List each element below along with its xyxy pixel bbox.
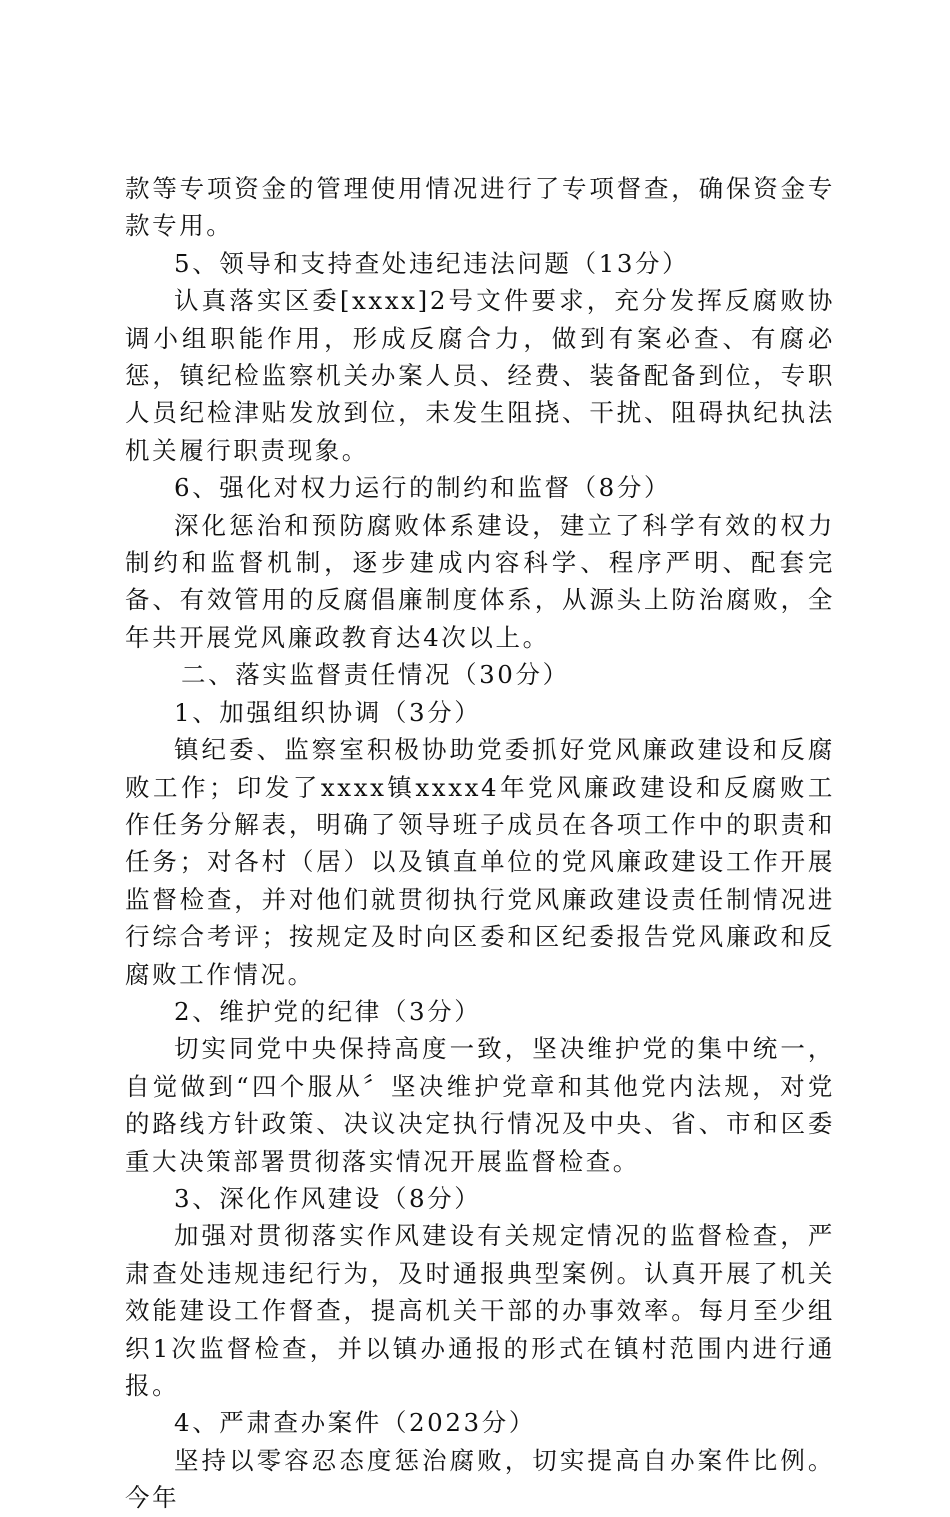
section-heading-5: 5、领导和支持查处违纪违法问题（13分） <box>174 248 690 278</box>
section-heading-6: 6、强化对权力运行的制约和监督（8分） <box>174 473 672 503</box>
paragraph-6: 深化惩治和预防腐败体系建设，建立了科学有效的权力制约和监督机制，逐步建成内容科学、程序严明、配套完备、有效管用的反腐倡廉制度体系，从源头上防治腐败，全年共开展党风廉政教育达4次以上。 <box>125 510 835 652</box>
document-body <box>125 170 835 1517</box>
subsection-heading-3: 3、深化作风建设（8分） <box>174 1183 482 1213</box>
paragraph-5: 认真落实区委[xxxx]2号文件要求，充分发挥反腐败协调小组职能作用，形成反腐合力，做到有案必查、有腐必惩，镇纪检监察机关办案人员、经费、装备配备到位，专职人员纪检津贴发放到位，未发生阻挠、干扰、阻碍执纪执法机关履行职责现象。 <box>125 286 835 465</box>
subsection-heading-2: 2、维护党的纪律（3分） <box>174 996 482 1026</box>
subsection-heading-4: 4、严肃查办案件（2023分） <box>174 1408 536 1438</box>
paragraph-style: 加强对贯彻落实作风建设有关规定情况的监督检查，严肃查处违规违纪行为，及时通报典型案例。认真开展了机关效能建设工作督查，提高机关干部的办事效率。每月至少组织1次监督检查，并以镇办通报的形式在镇村范围内进行通报。 <box>125 1221 835 1400</box>
paragraph-continuation: 款等专项资金的管理使用情况进行了专项督查，确保资金专款专用。 <box>125 174 835 241</box>
subsection-heading-1: 1、加强组织协调（3分） <box>174 697 482 727</box>
chapter-heading-2: 二、落实监督责任情况（30分） <box>181 660 570 690</box>
paragraph-organization: 镇纪委、监察室积极协助党委抓好党风廉政建设和反腐败工作；印发了xxxx镇xxxx4年党风廉政建设和反腐败工作任务分解表，明确了领导班子成员在各项工作中的职责和任务；对各村（居）以及镇直单位的党风廉政建设工作开展监督检查，并对他们就贯彻执行党风廉政建设责任制情况进行综合考评；按规定及时向区委和区纪委报告党风廉政和反腐败工作情况。 <box>125 735 835 989</box>
paragraph-discipline: 切实同党中央保持高度一致，坚决维护党的集中统一，自觉做到“四个服从〞坚决维护党章和其他党内法规，对党的路线方针政策、决议决定执行情况及中央、省、市和区委重大决策部署贯彻落实情况开展监督检查。 <box>125 1034 835 1176</box>
paragraph-cases: 坚持以零容忍态度惩治腐败，切实提高自办案件比例。今年 <box>125 1445 835 1513</box>
